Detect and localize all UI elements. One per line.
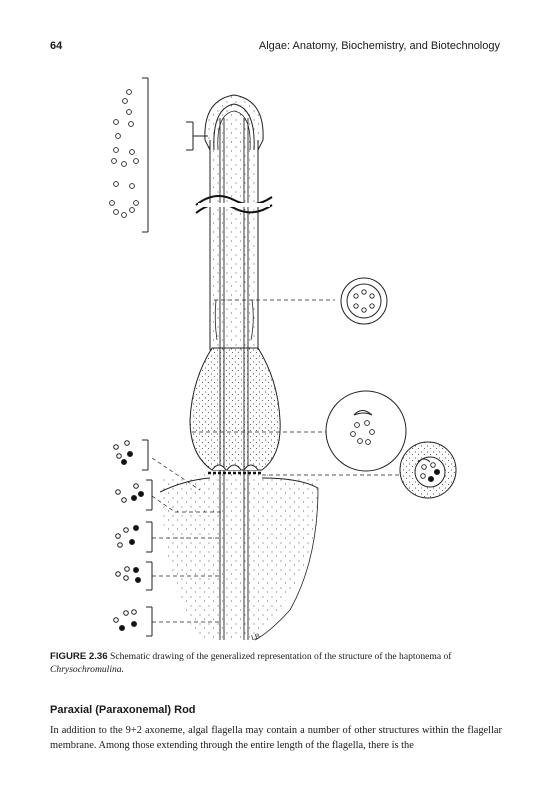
tip-bracket — [186, 122, 208, 150]
cross-section-basal-body — [400, 442, 456, 498]
bracket-group-5 — [114, 607, 152, 636]
bracket-group-2 — [116, 480, 152, 510]
running-title: Algae: Anatomy, Biochemistry, and Biotechnology — [258, 40, 500, 52]
artist-initials: LB — [250, 632, 261, 642]
caption-label: FIGURE 2.36 — [50, 651, 108, 662]
section-heading: Paraxial (Paraxonemal) Rod — [50, 704, 196, 716]
basal-bodies — [208, 465, 262, 473]
caption-text: Schematic drawing of the generalized representation of the structure of the haptonema of — [110, 651, 452, 662]
haptonema-base — [190, 348, 280, 470]
cross-section-base — [326, 391, 406, 471]
bracket-group-1 — [114, 440, 148, 470]
figure-caption — [50, 650, 502, 676]
left-bracket-upper — [142, 78, 148, 232]
microtubule-profiles-upper — [110, 90, 139, 218]
bracket-group-4 — [116, 562, 152, 590]
bracket-group-3 — [116, 522, 152, 552]
caption-italic: Chrysochromulina. — [50, 664, 124, 675]
body-paragraph: In addition to the 9+2 axoneme, algal flagella may contain a number of other structures within the flagellar membrane. Among those extending through the entire length of the flagella, there is the — [50, 725, 502, 751]
cross-section-shaft — [341, 278, 387, 324]
page-number: 64 — [50, 40, 63, 52]
cell-cytoplasm — [160, 474, 320, 640]
haptonema-shaft — [210, 140, 258, 350]
